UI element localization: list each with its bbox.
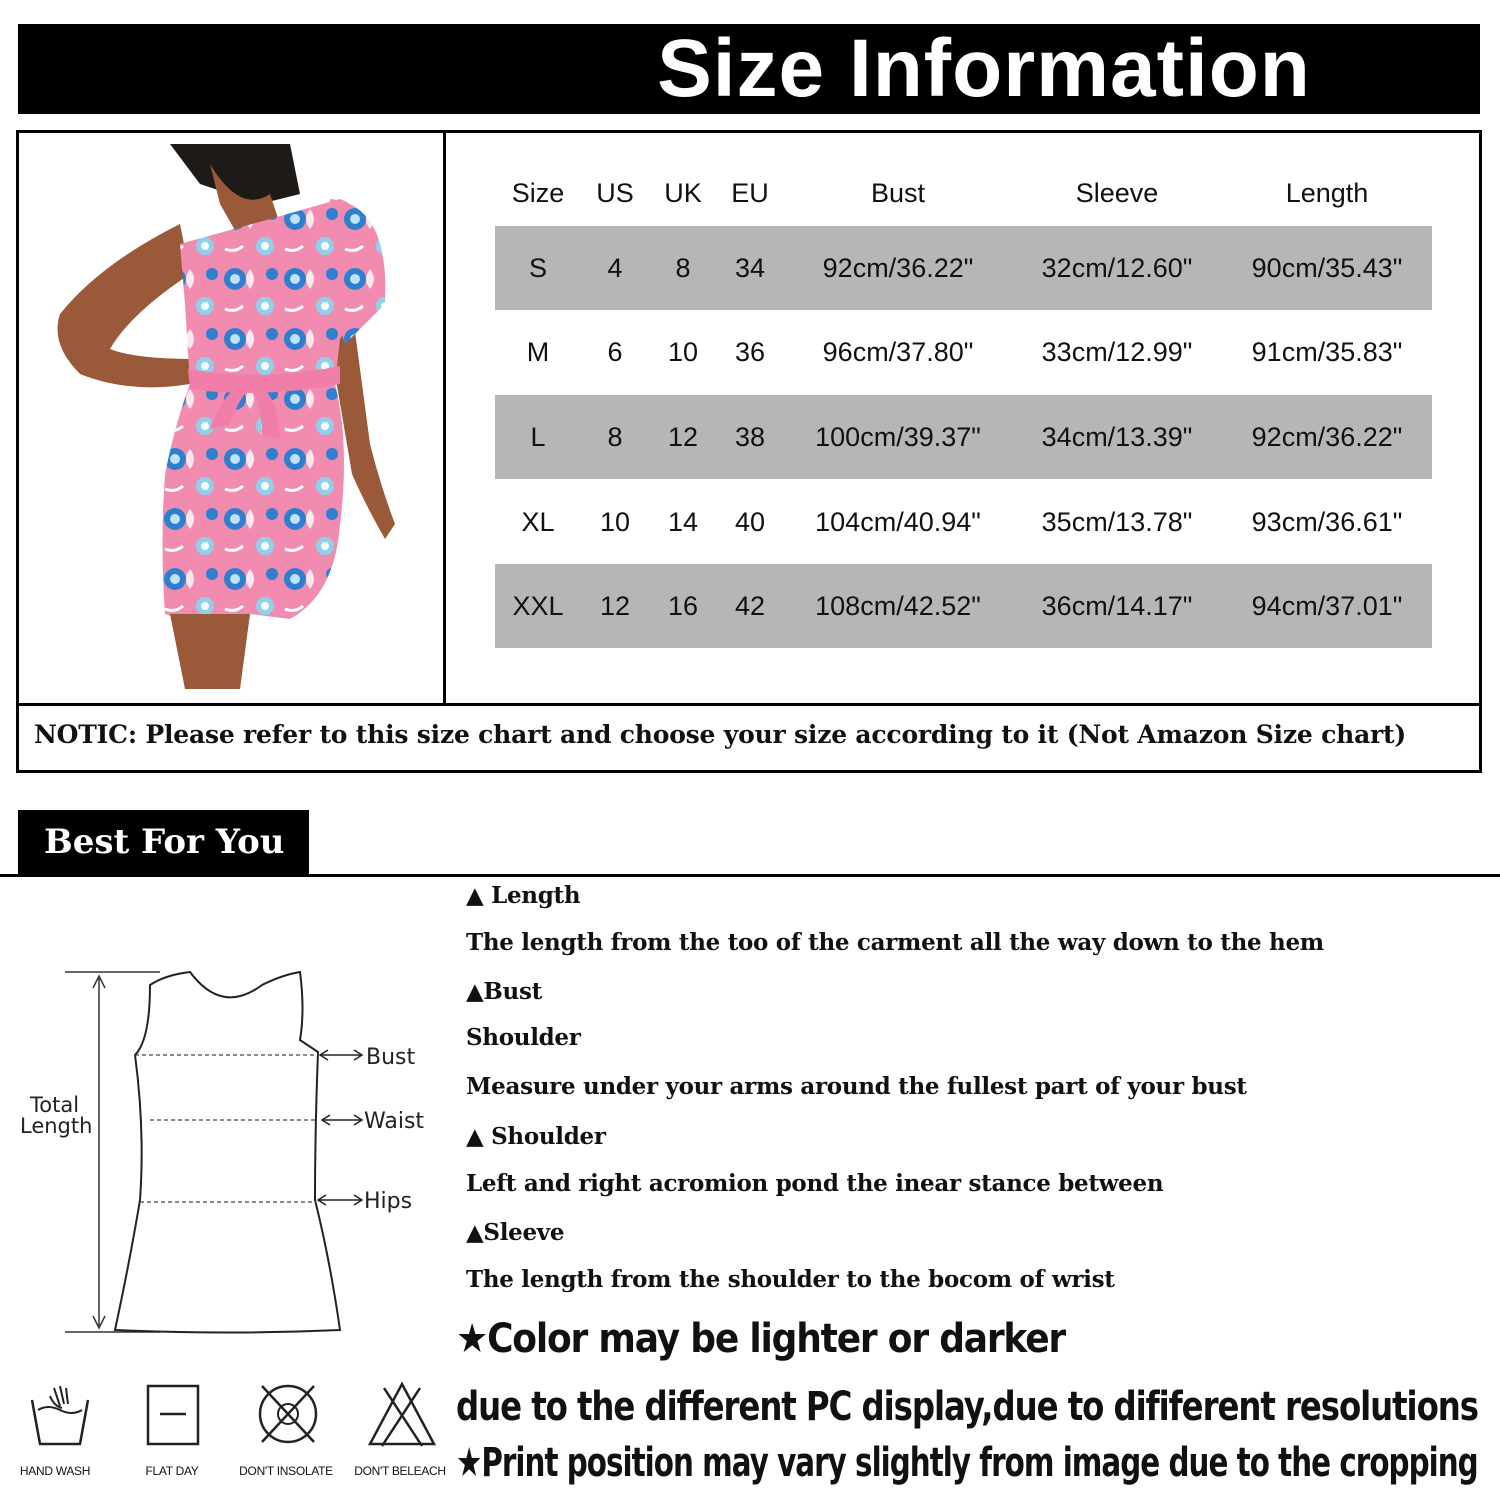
- table-cell: 36: [734, 337, 766, 367]
- table-cell: 32cm/12.60": [1041, 253, 1193, 283]
- total-length-label-1: Total: [30, 1093, 80, 1117]
- table-cell: 42: [734, 591, 766, 621]
- table-cell: 38: [734, 422, 766, 452]
- hand-wash-icon: [20, 1380, 100, 1450]
- column-header-eu: EU: [731, 178, 769, 208]
- table-cell: 96cm/37.80": [822, 337, 974, 367]
- hips-label: Hips: [364, 1189, 413, 1214]
- table-cell: S: [528, 253, 548, 283]
- table-cell: 92cm/36.22": [1251, 422, 1403, 452]
- table-cell: 34cm/13.39": [1041, 422, 1193, 452]
- column-header-us: US: [596, 178, 634, 208]
- sleeve-heading: ▲Sleeve: [466, 1219, 565, 1246]
- bust-description: Measure under your arms around the fullest part of your bust: [466, 1073, 1247, 1100]
- table-cell: 4: [607, 253, 623, 283]
- table-row: [495, 395, 1432, 479]
- dont-bleach-label: DON'T BELEACH: [354, 1464, 446, 1478]
- print-note: ★Print position may vary slightly from image due to the cropping: [456, 1440, 1478, 1486]
- color-note: ★Color may be lighter or darker: [456, 1316, 1065, 1362]
- table-row: [495, 310, 1432, 394]
- table-cell: 6: [607, 337, 623, 367]
- column-header-sleeve: Sleeve: [1075, 178, 1159, 208]
- dont-insolate-label: DON'T INSOLATE: [239, 1464, 333, 1478]
- table-cell: 94cm/37.01": [1251, 591, 1403, 621]
- table-cell: XL: [521, 507, 555, 537]
- table-cell: 12: [599, 591, 631, 621]
- section-rule: [0, 874, 1500, 877]
- table-cell: 12: [667, 422, 699, 452]
- table-cell: 8: [607, 422, 623, 452]
- table-cell: 91cm/35.83": [1251, 337, 1403, 367]
- table-cell: XXL: [512, 591, 564, 621]
- sleeve-description: The length from the shoulder to the bocom of wrist: [466, 1266, 1115, 1293]
- column-header-uk: UK: [664, 178, 702, 208]
- bust-label: Bust: [366, 1045, 416, 1070]
- frame-divider-vertical: [443, 130, 446, 706]
- table-cell: 34: [734, 253, 766, 283]
- waist-label: Waist: [364, 1109, 425, 1134]
- best-for-you-title: Best For You: [44, 822, 285, 862]
- table-row: [495, 480, 1432, 564]
- table-cell: 10: [667, 337, 699, 367]
- page-title: Size Information: [657, 23, 1311, 114]
- table-row: [495, 564, 1432, 648]
- table-cell: 36cm/14.17": [1041, 591, 1193, 621]
- table-cell: 10: [599, 507, 631, 537]
- length-heading: ▲ Length: [466, 882, 581, 909]
- table-cell: 16: [667, 591, 699, 621]
- column-header-size: Size: [511, 178, 565, 208]
- product-photo: [40, 144, 420, 694]
- table-cell: 40: [734, 507, 766, 537]
- table-cell: 108cm/42.52": [815, 591, 981, 621]
- dont-insolate-icon: [248, 1380, 328, 1450]
- table-cell: 104cm/40.94": [815, 507, 981, 537]
- column-header-bust: Bust: [870, 178, 926, 208]
- table-cell: 14: [667, 507, 699, 537]
- shoulder-description: Left and right acromion pond the inear stance between: [466, 1170, 1164, 1197]
- length-description: The length from the too of the carment all the way down to the hem: [466, 929, 1324, 956]
- title-bar: [18, 24, 1480, 114]
- flat-dry-icon: [134, 1380, 214, 1450]
- flat-dry-label: FLAT DAY: [145, 1464, 199, 1478]
- table-cell: 35cm/13.78": [1041, 507, 1193, 537]
- hand-wash-label: HAND WASH: [19, 1464, 91, 1478]
- column-header-length: Length: [1285, 178, 1369, 208]
- shoulder-heading: ▲ Shoulder: [466, 1123, 606, 1150]
- size-notice: NOTIC: Please refer to this size chart and choose your size according to it (Not Amazon Size chart): [34, 720, 1407, 749]
- total-length-label-2: Length: [20, 1114, 93, 1138]
- table-cell: 8: [675, 253, 691, 283]
- table-cell: 33cm/12.99": [1041, 337, 1193, 367]
- shoulder-word: Shoulder: [466, 1024, 581, 1051]
- table-row: [495, 226, 1432, 310]
- table-cell: L: [530, 422, 546, 452]
- frame-divider-horizontal: [16, 703, 1482, 706]
- table-cell: 90cm/35.43": [1251, 253, 1403, 283]
- bust-heading: ▲Bust: [466, 978, 542, 1005]
- table-cell: 92cm/36.22": [822, 253, 974, 283]
- table-cell: 100cm/39.37": [815, 422, 981, 452]
- dress-diagram: [0, 960, 450, 1350]
- dont-bleach-icon: [362, 1380, 442, 1450]
- table-cell: M: [526, 337, 550, 367]
- table-cell: 93cm/36.61": [1251, 507, 1403, 537]
- display-note: due to the different PC display,due to dififerent resolutions: [456, 1384, 1478, 1430]
